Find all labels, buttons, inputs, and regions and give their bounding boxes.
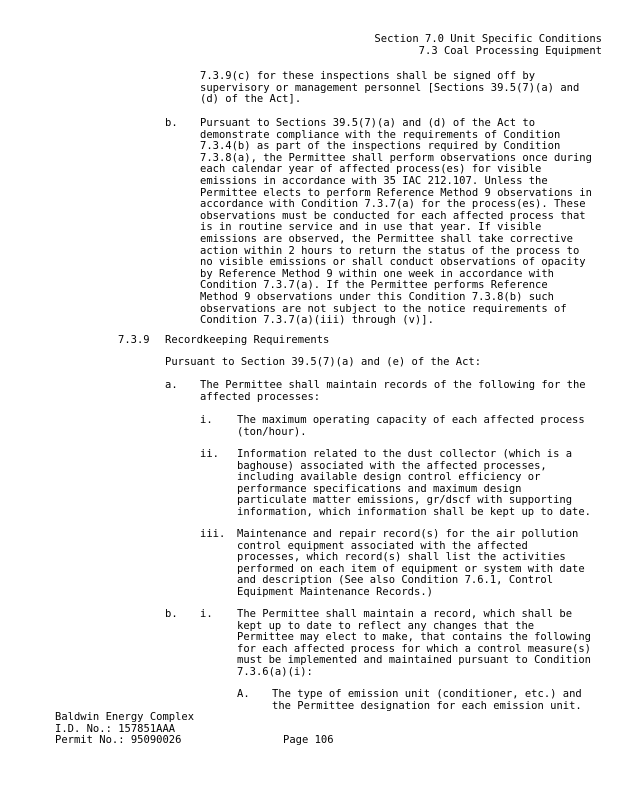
header-section-title: Section 7.0 Unit Specific Conditions [374,33,602,45]
item-b2-sub-i-label: i. [200,608,213,620]
item-b2-sub-i-paragraph: The Permittee shall maintain a record, which shall be kept up to date to reflect any changes that the Permittee may elect to make, that contains the following for each affected process for which a control measure(s) must be implemented and maintained pursuant to Condition 7.3.6(a)(i): [237,608,592,678]
page-footer [55,712,194,747]
item-a-label: a. [165,379,178,391]
continued-paragraph: 7.3.9(c) for these inspections shall be signed off by supervisory or management personnel [Sections 39.5(7)(a) and (d) of the Act]. [200,70,580,106]
sub-A-label: A. [237,688,250,700]
page-header [374,34,602,57]
sub-i-label: i. [200,414,213,426]
section-title: Recordkeeping Requirements [165,334,330,346]
sub-ii-label: ii. [200,448,219,460]
page-number: Page 106 [283,734,334,746]
item-b-label: b. [165,117,178,129]
sub-A-paragraph: The type of emission unit (conditioner, etc.) and the Permittee designation for each emission unit. [272,688,582,712]
pursuant-statement: Pursuant to Section 39.5(7)(a) and (e) of the Act: [165,356,482,368]
footer-permit-number: Permit No.: 95090026 [55,734,182,747]
item-b2-label: b. [165,608,178,620]
footer-facility-name: Baldwin Energy Complex [55,711,195,723]
item-a-paragraph: The Permittee shall maintain records of the following for the affected processes: [200,379,586,403]
sub-ii-paragraph: Information related to the dust collector (which is a baghouse) associated with the affected processes, including available design control efficiency or performance specifications and maximum design particulate matter emissions, gr/dscf with supporting information, which information shall be kept up to date. [237,448,592,518]
header-subsection-title: 7.3 Coal Processing Equipment [418,44,602,57]
sub-iii-paragraph: Maintenance and repair record(s) for the air pollution control equipment associated with the affected processes, which record(s) shall list the activities performed on each item of equipment or system with date and description (See also Condition 7.6.1, Control Equipment Maintenance Records.) [237,528,585,598]
section-number: 7.3.9 [118,334,150,346]
sub-iii-label: iii. [200,528,226,540]
sub-i-paragraph: The maximum operating capacity of each affected process (ton/hour). [237,414,585,438]
item-b-paragraph: Pursuant to Sections 39.5(7)(a) and (d) of the Act to demonstrate compliance with the requirements of Condition 7.3.4(b) as part of the inspections required by Condition 7.3.8(a), the Permittee shall perform observations once during each calendar year of affected process(es) for visible emissions in accordance with 35 IAC 212.107. Unless the Permittee elects to perform Reference Method 9 observations in accordance with Condition 7.3.7(a) for the process(es). These observations must be conducted for each affected process that is in routine service and in use that year. If visible emissions are observed, the Permittee shall take corrective action within 2 hours to return the status of the process to no visible emissions or shall conduct observations of opacity by Reference Method 9 within one week in accordance with Condition 7.3.7(a). If the Permittee performs Reference Method 9 observations under this Condition 7.3.8(b) such observations are not subject to the notice requirements of Condition 7.3.7(a)(iii) through (v)]. [200,117,592,327]
footer-id-number: I.D. No.: 157851AAA [55,722,176,735]
